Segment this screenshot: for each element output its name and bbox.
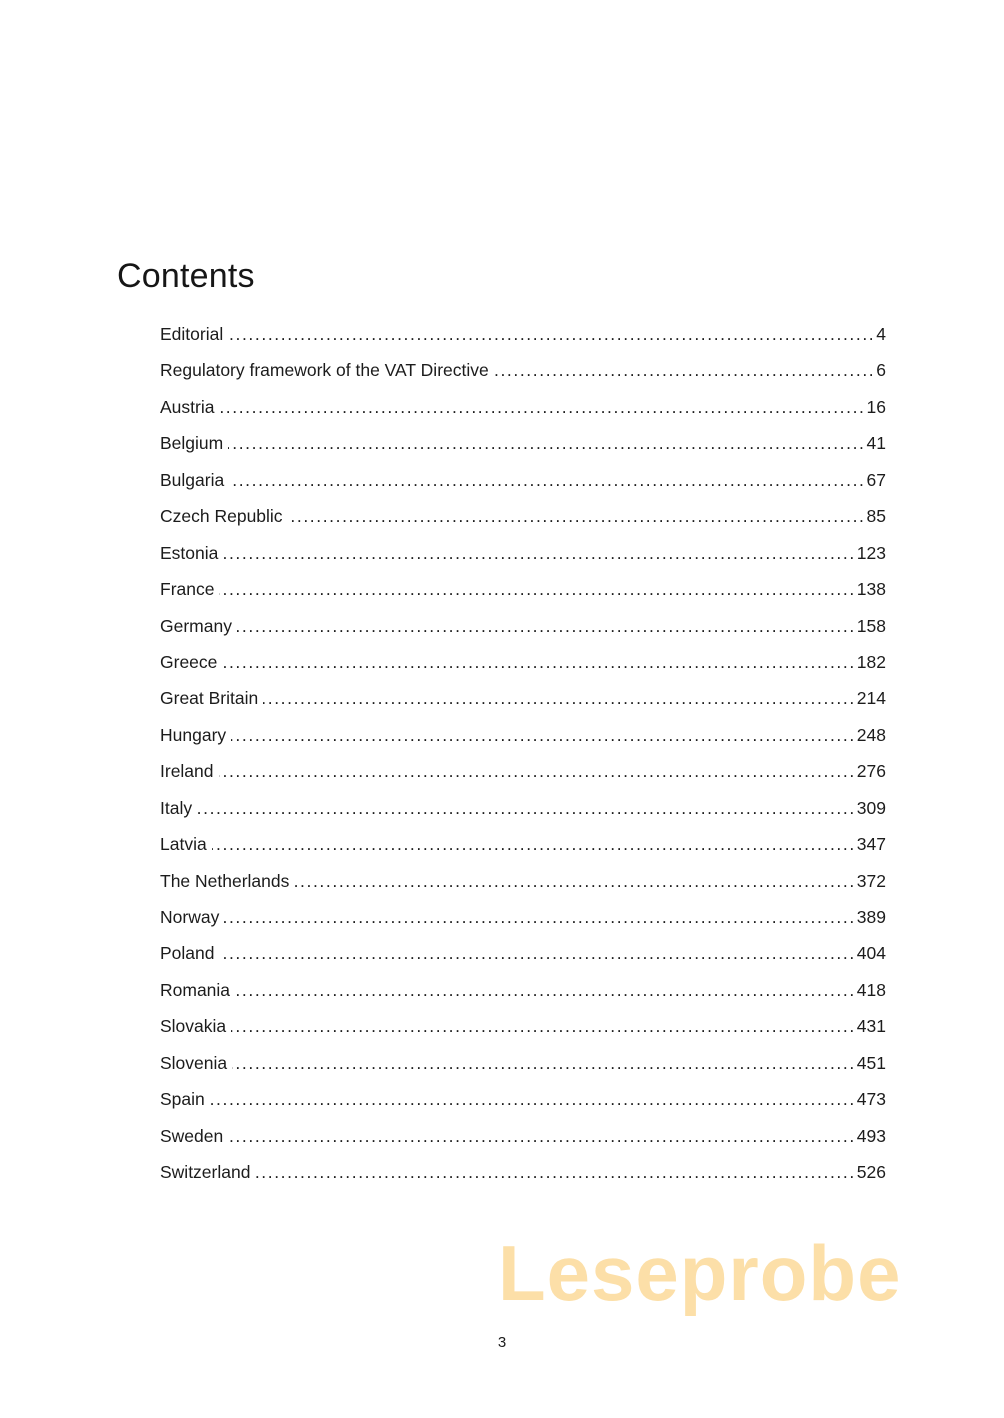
- toc-entry-label: Austria: [160, 396, 215, 417]
- toc-entry: [160, 761, 886, 797]
- toc-entry: [160, 1126, 886, 1162]
- toc-entry-label: Editorial: [160, 324, 224, 344]
- toc-entry-label: Greece: [160, 651, 218, 672]
- toc-entry-page: 473: [856, 1089, 886, 1110]
- toc-entry-page: 389: [856, 907, 886, 927]
- contents-title: Contents: [117, 256, 255, 295]
- toc-entry-label: Switzerland: [160, 1162, 251, 1183]
- toc-entry-label: Norway: [160, 907, 220, 927]
- toc-entry-page: 248: [856, 724, 886, 745]
- toc-dot-leader: [220, 943, 856, 964]
- toc-entry: [160, 725, 886, 761]
- leseprobe-watermark: Leseprobe: [498, 1229, 902, 1317]
- toc-dot-leader: [210, 1089, 856, 1110]
- toc-entry-label: Slovenia: [160, 1052, 228, 1073]
- toc-entry: [160, 798, 886, 834]
- toc-entry-label: Bulgaria: [160, 469, 225, 490]
- toc-entry-page: 418: [856, 979, 886, 1000]
- toc-dot-leader: [231, 1016, 856, 1037]
- toc-entry: [160, 834, 886, 870]
- toc-entry-page: 158: [856, 615, 886, 636]
- toc-entry: [160, 1053, 886, 1089]
- toc-entry-label: Ireland: [160, 761, 214, 782]
- toc-entry-page: 404: [856, 943, 886, 964]
- toc-dot-leader: [228, 433, 865, 454]
- toc-entry-label: Romania: [160, 979, 231, 1000]
- toc-dot-leader: [212, 834, 856, 855]
- toc-entry: [160, 324, 886, 360]
- toc-entry-label: Regulatory framework of the VAT Directive: [160, 360, 489, 381]
- toc-entry-label: Great Britain: [160, 688, 259, 709]
- toc-dot-leader: [219, 579, 855, 600]
- toc-entry-page: 276: [856, 761, 886, 782]
- toc-entry: [160, 433, 886, 469]
- toc-dot-leader: [222, 652, 855, 673]
- toc-entry: [160, 1016, 886, 1052]
- toc-entry-label: Slovakia: [160, 1016, 227, 1037]
- toc-entry: [160, 943, 886, 979]
- toc-entry: [160, 1162, 886, 1198]
- toc-entry-page: 85: [866, 506, 886, 527]
- toc-entry-page: 123: [856, 542, 886, 563]
- toc-dot-leader: [288, 506, 866, 527]
- toc-dot-leader: [223, 543, 855, 564]
- toc-entry: [160, 360, 886, 396]
- toc-entry-page: 526: [856, 1162, 886, 1183]
- toc-entry: [160, 871, 886, 907]
- toc-dot-leader: [228, 324, 875, 345]
- toc-entry-label: Latvia: [160, 834, 207, 855]
- toc-entry-label: Germany: [160, 615, 232, 636]
- toc-dot-leader: [235, 980, 856, 1001]
- toc-entry: [160, 397, 886, 433]
- toc-dot-leader: [255, 1162, 855, 1183]
- toc-entry-page: 372: [856, 870, 886, 891]
- toc-entry-page: 16: [866, 396, 886, 417]
- toc-entry-page: 41: [866, 433, 886, 454]
- toc-dot-leader: [219, 761, 856, 782]
- toc-dot-leader: [229, 470, 865, 491]
- toc-entry: [160, 688, 886, 724]
- toc-entry: [160, 1089, 886, 1125]
- toc-entry-label: Italy: [160, 797, 193, 818]
- toc-entry-page: 67: [866, 469, 886, 490]
- toc-entry-page: 493: [856, 1125, 886, 1146]
- toc-dot-leader: [232, 1053, 856, 1074]
- toc-entry: [160, 543, 886, 579]
- toc-entry: [160, 579, 886, 615]
- toc-dot-leader: [219, 397, 865, 418]
- toc-dot-leader: [263, 688, 856, 709]
- toc-dot-leader: [197, 798, 856, 819]
- toc-entry: [160, 907, 886, 943]
- toc-dot-leader: [231, 725, 856, 746]
- toc-entry-page: 214: [856, 688, 886, 709]
- toc-entry-page: 4: [876, 324, 886, 344]
- toc-entry-label: Czech Republic: [160, 506, 283, 527]
- toc-entry-label: Spain: [160, 1089, 205, 1110]
- toc-entry-page: 431: [856, 1016, 886, 1037]
- toc-entry-page: 182: [856, 651, 886, 672]
- toc-entry-page: 138: [856, 579, 886, 600]
- page-number: 3: [497, 1334, 507, 1351]
- toc-dot-leader: [237, 616, 856, 637]
- toc-entry-label: France: [160, 579, 215, 600]
- toc-entry: [160, 506, 886, 542]
- toc-entry-label: Belgium: [160, 433, 224, 454]
- toc-dot-leader: [224, 907, 855, 928]
- toc-entry-label: Hungary: [160, 724, 227, 745]
- toc-entry-page: 347: [856, 834, 886, 855]
- toc-entry-label: Poland: [160, 943, 215, 964]
- toc-dot-leader: [228, 1126, 856, 1147]
- toc-list: [160, 324, 886, 1199]
- toc-entry-page: 6: [876, 360, 886, 381]
- toc-entry: [160, 470, 886, 506]
- toc-entry-page: 309: [856, 797, 886, 818]
- toc-entry: [160, 616, 886, 652]
- toc-dot-leader: [294, 871, 855, 892]
- toc-entry-label: The Netherlands: [160, 870, 290, 891]
- toc-entry-label: Sweden: [160, 1125, 224, 1146]
- toc-entry: [160, 980, 886, 1016]
- toc-entry: [160, 652, 886, 688]
- toc-entry-label: Estonia: [160, 542, 219, 563]
- toc-dot-leader: [494, 360, 876, 381]
- toc-entry-page: 451: [856, 1052, 886, 1073]
